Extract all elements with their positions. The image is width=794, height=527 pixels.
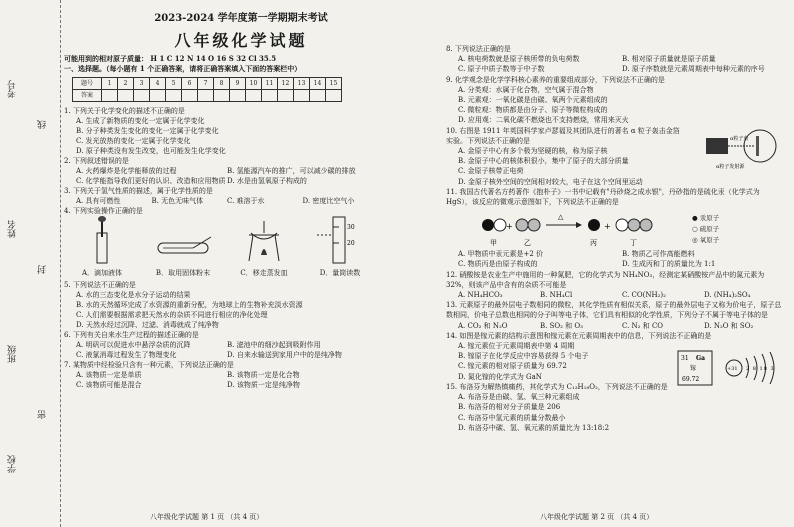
option: D. 密度比空气小 bbox=[302, 197, 355, 205]
question-stem: 15. 布洛芬为解热镇痛药，其化学式为 C₁₃H₁₈O₂，下列说法不正确的是 bbox=[446, 382, 668, 391]
option: A. NH₄HCO₃ bbox=[458, 291, 503, 300]
answer-cell[interactable] bbox=[166, 90, 182, 102]
option: A. 布洛芬是由碳、氢、氧三种元素组成 bbox=[458, 393, 580, 402]
table-header-number: 题号 bbox=[73, 78, 102, 90]
answer-cell[interactable] bbox=[198, 90, 214, 102]
legend-item: ◎ 氧原子 bbox=[692, 235, 720, 244]
answer-cell[interactable] bbox=[118, 90, 134, 102]
question-stem: 12. 硝酸铵是农业生产中施用的一种氮肥，它的化学式为 NH₄NO₃，经测定某硝酸铵产品中的氮元素为 32%，则该产品中含有的杂质不可能是 bbox=[446, 270, 765, 289]
test-tube-icon bbox=[153, 215, 213, 265]
question-8 bbox=[446, 44, 786, 75]
question-stem: 4. 下列实验操作正确的是 bbox=[64, 207, 143, 215]
answer-cell[interactable] bbox=[150, 90, 166, 102]
legend-item: ○ 硫原子 bbox=[692, 224, 720, 233]
answer-number: 2 bbox=[118, 78, 134, 90]
atomic-mass: 69.72 bbox=[682, 375, 700, 383]
number-label: 考号 bbox=[8, 80, 18, 98]
gallium-element-figure bbox=[676, 349, 786, 389]
legend-label: 氧原子 bbox=[699, 235, 720, 244]
option-row bbox=[446, 64, 786, 74]
option: B. 无色无味气体 bbox=[151, 197, 204, 205]
electron-shells: 2 8 18 3 bbox=[746, 365, 775, 372]
element-symbol: Ga bbox=[696, 354, 706, 362]
option: B. 相对原子质量就是原子质量 bbox=[622, 55, 716, 64]
table-header-answer: 答案 bbox=[73, 90, 102, 102]
answer-number: 5 bbox=[166, 78, 182, 90]
option: C. 液氯消毒过程发生了物理变化 bbox=[76, 351, 177, 359]
question-10 bbox=[446, 126, 786, 187]
option-row bbox=[64, 166, 378, 176]
figure-dropper bbox=[77, 215, 127, 278]
option-row bbox=[64, 380, 378, 390]
option: B. SO₂ 和 O₃ bbox=[540, 321, 583, 330]
answer-number: 4 bbox=[150, 78, 166, 90]
option: D. 水是由氢氧原子构成的 bbox=[227, 177, 307, 185]
option-row bbox=[446, 249, 786, 259]
option: D. 自来水输送到家用户中的是纯净物 bbox=[227, 351, 342, 359]
heat-symbol: △ bbox=[558, 213, 564, 222]
option-row bbox=[446, 290, 786, 300]
left-column bbox=[64, 14, 378, 390]
q4-figures bbox=[64, 218, 378, 278]
question-stem: 8. 下列说法正确的是 bbox=[446, 45, 511, 53]
molecule-label: 乙 bbox=[524, 239, 531, 248]
option: B. 氢能源汽车的推广，可以减少碳的排放 bbox=[227, 167, 356, 175]
question-4 bbox=[64, 206, 378, 278]
option: C. 微粒观：物质都是由分子、原子等微粒构成的 bbox=[458, 106, 608, 115]
answer-cell[interactable] bbox=[214, 90, 230, 102]
figure-evaporating-dish bbox=[239, 215, 289, 278]
question-stem: 13. 元素原子的最外层电子数相同的微粒，其化学性质有相似关系，原子的最外层电子又称为价电子，原子总数相同，价电子总数也相同的分子叫等电子体，它们具有相似的化学性质，下列分子不属于等电子体的是 bbox=[446, 301, 782, 320]
option: B. 滤池中的细沙起到吸附作用 bbox=[227, 341, 321, 349]
option: D. 该物质一定是纯净物 bbox=[227, 381, 300, 389]
option: A. 该物质一定是单质 bbox=[76, 371, 142, 379]
school-label: 学校 bbox=[8, 455, 18, 473]
binding-margin bbox=[0, 0, 61, 527]
subject-title: 八年级化学试题 bbox=[174, 31, 308, 50]
molecule-label: 甲 bbox=[490, 239, 497, 248]
option: D. 氮化镓的化学式为 GaN bbox=[458, 372, 542, 381]
option: C. 化学能指导我们更好的认识、改造和应用物质 bbox=[76, 177, 226, 185]
option: C. 金原子核带正电荷 bbox=[458, 167, 524, 176]
molecule-label: 丙 bbox=[590, 239, 597, 248]
section-title: 一、选择题。（每小题有 1 个正确答案，请将正确答案填入下面的答案栏中） bbox=[64, 64, 302, 73]
option: C. 镓元素的相对原子质量为 69.72 bbox=[458, 362, 567, 371]
seal-feng: 封 bbox=[38, 265, 48, 274]
option: C. 原子中质子数等于中子数 bbox=[458, 65, 545, 74]
question-1 bbox=[64, 106, 378, 156]
answer-cell[interactable] bbox=[326, 90, 342, 102]
cylinder-mark: 20 bbox=[347, 240, 355, 247]
option: B. 金原子中心的核体积很小，集中了原子的大部分质量 bbox=[458, 157, 629, 166]
answer-number: 12 bbox=[278, 78, 294, 90]
option: B. NH₄Cl bbox=[540, 291, 573, 300]
answer-table bbox=[72, 77, 342, 102]
option: B. 元素观：一氧化碳是由碳、氧两个元素组成的 bbox=[458, 96, 608, 105]
option: D. 天然水经过沉降、过滤、消毒就成了纯净物 bbox=[76, 321, 219, 329]
question-11 bbox=[446, 187, 786, 270]
option-row bbox=[64, 340, 378, 350]
option-row bbox=[64, 370, 378, 380]
option: B. 分子种类发生变化的变化一定属于化学变化 bbox=[76, 127, 219, 135]
exam-title: 2023-2024 学年度第一学期期末考试 bbox=[154, 13, 328, 24]
option-row bbox=[64, 196, 378, 206]
question-stem: 14. 如图是镓元素的结构示意图和镓元素在元素周期表中的信息，下列说法不正确的是 bbox=[446, 331, 712, 340]
option: B. 布洛芬的相对分子质量是 206 bbox=[458, 403, 561, 412]
option: A. 金原子中心有多个极为坚硬的核，称为原子核 bbox=[458, 147, 608, 156]
question-stem: 2. 下列叙述错误的是 bbox=[64, 157, 129, 165]
question-stem: 6. 下列有关自来水生产过程的描述正确的是 bbox=[64, 331, 199, 339]
legend-label: 硫原子 bbox=[699, 224, 720, 233]
seal-xian: 线 bbox=[38, 120, 48, 129]
figure-cylinder bbox=[315, 215, 365, 278]
option: D. (NH₄)₂SO₄ bbox=[704, 291, 751, 300]
question-3 bbox=[64, 186, 378, 206]
gold-foil-experiment-figure bbox=[696, 118, 786, 178]
svg-text:+: + bbox=[604, 222, 611, 232]
answer-number: 13 bbox=[294, 78, 310, 90]
option: A. CO₂ 和 N₂O bbox=[458, 321, 508, 330]
answer-number: 14 bbox=[310, 78, 326, 90]
option: C. 难溶于水 bbox=[227, 197, 265, 205]
question-stem: 5. 下列说法不正确的是 bbox=[64, 281, 136, 289]
answer-number: 11 bbox=[262, 78, 278, 90]
question-stem: 11. 我国古代著名方药著作《抱朴子》一书中记载有"丹砂烧之成水银"，丹砂指的是硫化汞（化学式为 HgS），该反应的微观示意图如下，下列说法不正确的是 bbox=[446, 187, 760, 207]
graduated-cylinder-icon bbox=[315, 215, 365, 265]
option: D. N₂O 和 SO₂ bbox=[704, 321, 754, 330]
dropper-tube-icon bbox=[77, 215, 127, 265]
answer-number: 15 bbox=[326, 78, 342, 90]
option-row bbox=[446, 321, 786, 331]
cylinder-mark: 30 bbox=[347, 224, 355, 231]
class-label: 班级 bbox=[8, 345, 18, 363]
option: D. 生成丙和丁的质量比为 1:1 bbox=[622, 260, 716, 269]
figure-caption: A．滴加液体 bbox=[81, 269, 123, 277]
option: C. 发光放热的变化一定属于化学变化 bbox=[76, 137, 191, 145]
option: D. 应用观：二氧化碳不燃烧也不支持燃烧，常用来灭火 bbox=[458, 116, 629, 125]
answer-number: 7 bbox=[198, 78, 214, 90]
option: C. 该物质可能是混合 bbox=[76, 381, 142, 389]
answer-table-answer-row bbox=[73, 90, 342, 102]
option: C. 布洛芬中氢元素的质量分数最小 bbox=[458, 413, 566, 422]
question-14 bbox=[446, 331, 786, 382]
alpha-source-icon bbox=[706, 138, 728, 154]
option: A. 火药爆炸是化学能释放的过程 bbox=[76, 167, 177, 175]
reaction-molecules-figure bbox=[476, 209, 676, 249]
element-name: 镓 bbox=[690, 364, 697, 372]
question-15 bbox=[446, 382, 786, 433]
evaporating-dish-icon bbox=[239, 215, 289, 265]
answer-cell[interactable] bbox=[182, 90, 198, 102]
atomic-masses: 可能用到的相对原子质量： H 1 C 12 N 14 O 16 S 32 Cl 35.5 bbox=[64, 54, 277, 63]
question-6 bbox=[64, 330, 378, 360]
question-stem: 10. 右图是 1911 年英国科学家卢瑟福及其团队进行的著名 α 粒子轰击金箔实验。下列说法不正确的是 bbox=[446, 126, 680, 145]
atomic-number: 31 bbox=[681, 354, 689, 362]
option: A. 镓元素位于元素周期表中第 4 周期 bbox=[458, 342, 575, 351]
option: B. 该物质一定是化合物 bbox=[227, 371, 300, 379]
question-2 bbox=[64, 156, 378, 186]
seal-mi: 密 bbox=[38, 410, 48, 419]
option: A. 具有可燃性 bbox=[76, 197, 121, 205]
answer-cell[interactable] bbox=[102, 90, 118, 102]
right-column bbox=[446, 44, 786, 433]
option: C. CO(NH₂)₂ bbox=[622, 291, 666, 300]
option: D. 原子种类没有发生改变，也可能发生化学变化 bbox=[76, 147, 226, 155]
molecule-label: 丁 bbox=[630, 239, 637, 248]
answer-number: 10 bbox=[246, 78, 262, 90]
question-stem: 3. 下列关于氢气性质的描述，属于化学性质的是 bbox=[64, 187, 213, 195]
answer-number: 8 bbox=[214, 78, 230, 90]
reaction-legend bbox=[692, 213, 719, 246]
option: D. 原子序数就是元素周期表中每种元素的序号 bbox=[622, 65, 765, 74]
option: A. 明矾可以促进水中悬浮杂质的沉降 bbox=[76, 341, 191, 349]
reaction-diagram bbox=[476, 209, 786, 249]
legend-label: 汞原子 bbox=[699, 213, 720, 222]
option: A. 核电荷数就是原子核所带的负电荷数 bbox=[458, 55, 580, 64]
question-stem: 1. 下列关于化学变化的描述不正确的是 bbox=[64, 107, 185, 115]
figure-caption: D．量筒读数 bbox=[319, 269, 361, 277]
answer-cell[interactable] bbox=[134, 90, 150, 102]
legend-item: ● 汞原子 bbox=[692, 213, 720, 222]
option: D. 布洛芬中碳、氢、氧元素的质量比为 13:18:2 bbox=[458, 423, 610, 432]
answer-table-number-row bbox=[73, 78, 342, 90]
option: A. 分类观：水属于化合物，空气属于混合物 bbox=[458, 85, 594, 94]
option: C. 人们需要根据需求把天然水的杂质不同进行相应的净化处理 bbox=[76, 311, 268, 319]
option: A. 甲物质中汞元素是+2 价 bbox=[458, 250, 544, 259]
question-5 bbox=[64, 280, 378, 330]
question-13 bbox=[446, 300, 786, 331]
question-7 bbox=[64, 360, 378, 390]
option-row bbox=[446, 54, 786, 64]
option: C. 物质丙是由原子构成的 bbox=[458, 260, 538, 269]
question-stem: 7. 某物质中经检验只含有一种元素，下列说法正确的是 bbox=[64, 361, 234, 369]
alpha-beam-label: α粒子束 bbox=[730, 135, 749, 142]
answer-cell[interactable] bbox=[310, 90, 326, 102]
svg-text:+: + bbox=[506, 222, 513, 232]
answer-number: 3 bbox=[134, 78, 150, 90]
page-footer-2: 八年级化学试题 第 2 页 （共 4 页） bbox=[540, 513, 654, 521]
option: B. 镓原子在化学反应中容易获得 5 个电子 bbox=[458, 352, 589, 361]
alpha-source-label: α粒子发射源 bbox=[716, 163, 745, 170]
option: D. 金原子核外空间的空间相对较大，电子在这个空间里运动 bbox=[458, 177, 643, 186]
figure-caption: B．取用固体粉末 bbox=[155, 269, 211, 277]
option: C. N₂ 和 CO bbox=[622, 321, 664, 330]
answer-cell[interactable] bbox=[294, 90, 310, 102]
question-12 bbox=[446, 270, 786, 301]
answer-cell[interactable] bbox=[230, 90, 246, 102]
option-row bbox=[64, 176, 378, 186]
option: B. 物质乙可作高能燃料 bbox=[622, 250, 695, 259]
nucleus-charge: +31 bbox=[727, 365, 738, 372]
figure-caption: C．移走蒸发皿 bbox=[240, 269, 288, 277]
answer-cell[interactable] bbox=[278, 90, 294, 102]
answer-cell[interactable] bbox=[246, 90, 262, 102]
answer-number: 1 bbox=[102, 78, 118, 90]
question-stem: 9. 化学观念是化学学科核心素养的重要组成部分，下列说法不正确的是 bbox=[446, 75, 665, 84]
option-row bbox=[64, 350, 378, 360]
figure-powder bbox=[153, 215, 213, 278]
answer-number: 9 bbox=[230, 78, 246, 90]
option: A. 水的三态变化是水分子运动的结果 bbox=[76, 291, 191, 299]
option: B. 水的天然循环完成了水资源的重新分配，为地球上的生物补充淡水资源 bbox=[76, 301, 303, 309]
name-label: 姓名 bbox=[8, 220, 18, 238]
page-footer-1: 八年级化学试题 第 1 页 （共 4 页） bbox=[150, 513, 264, 521]
option: A. 生成了新物质的变化一定属于化学变化 bbox=[76, 117, 205, 125]
answer-cell[interactable] bbox=[262, 90, 278, 102]
answer-number: 6 bbox=[182, 78, 198, 90]
option-row bbox=[446, 259, 786, 269]
